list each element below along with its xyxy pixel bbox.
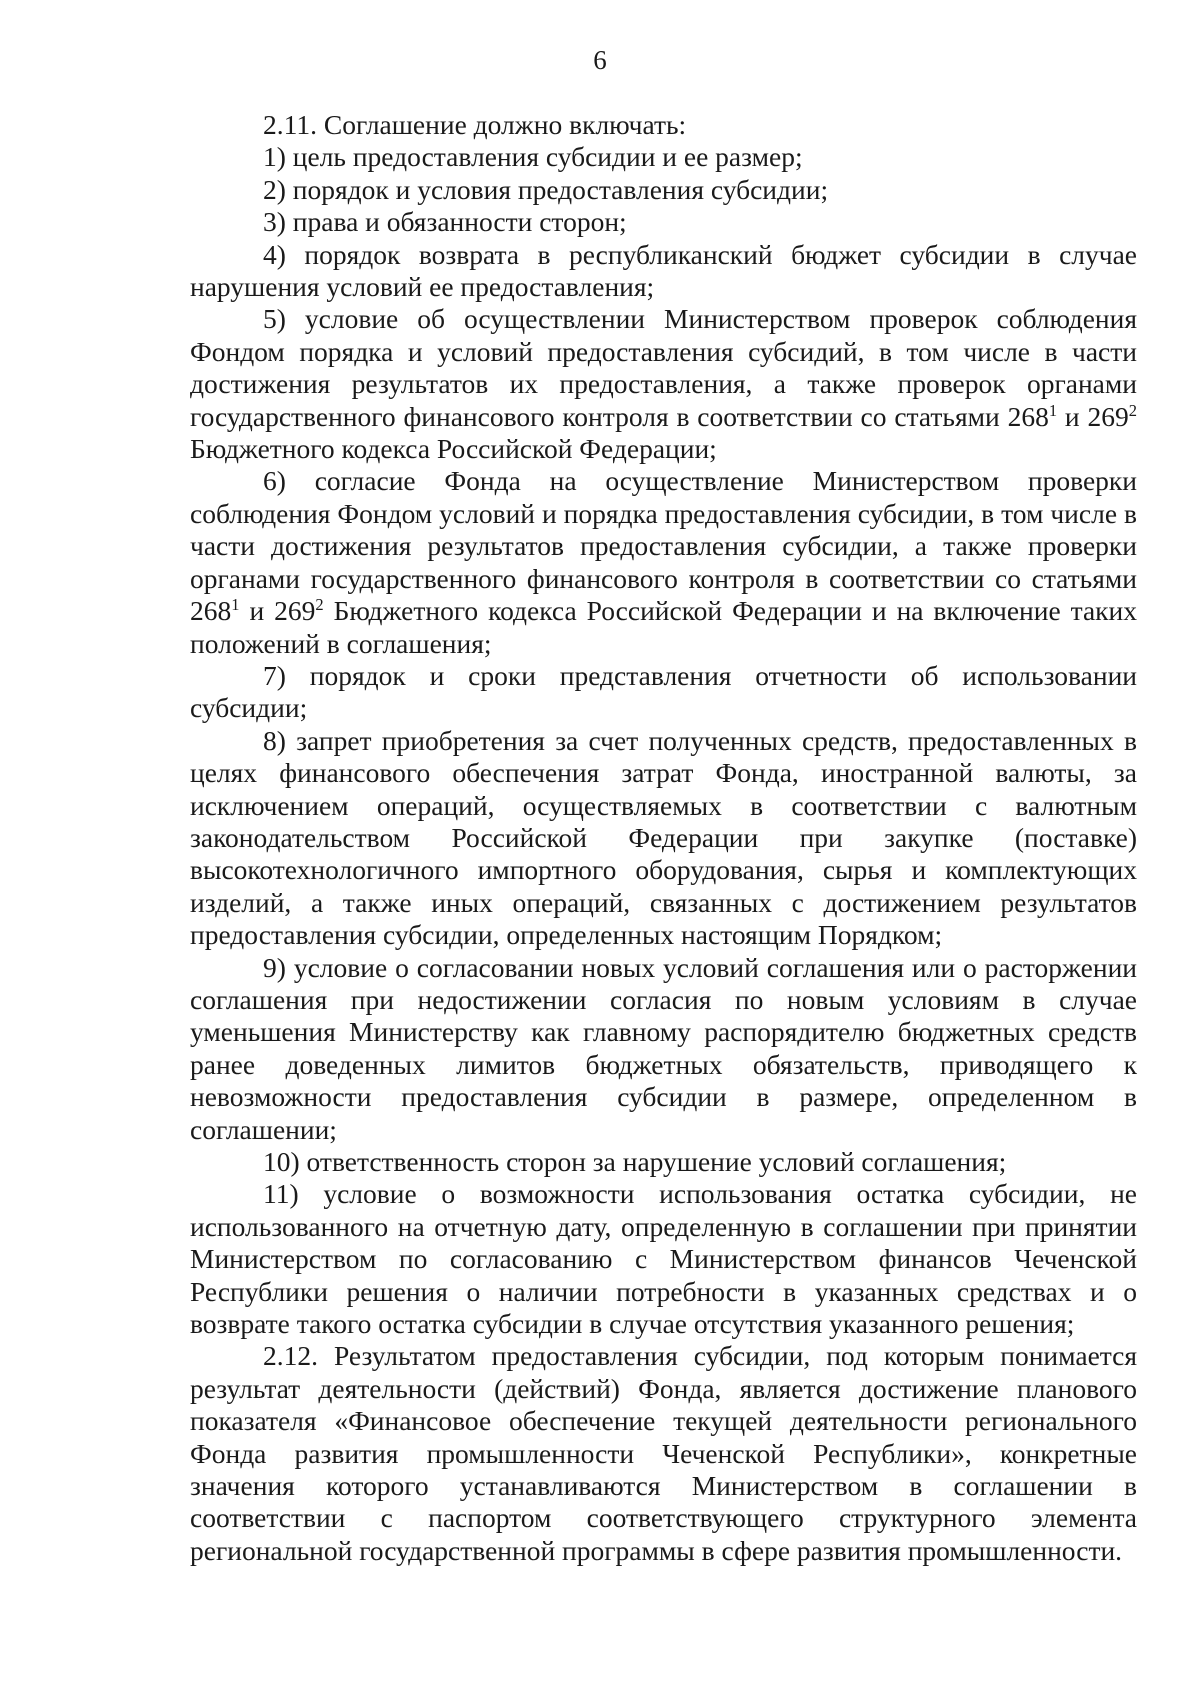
page-number: 6 <box>593 45 607 75</box>
list-item-8: 8) запрет приобретения за счет полученных средств, предоставленных в целях финансового обеспечения затрат Фонда, иностранной валюты, за исключением операций, осуществляемых в соответствии с валютным законодательством Российской Федерации при закупке (поставке) высокотехнологичного импортного оборудования, сырья и комплектующих изделий, а также иных операций, связанных с достижением результатов предоставления субсидии, определенных настоящим Порядком; <box>190 724 1137 951</box>
list-item-5 <box>190 303 1137 465</box>
list-item-3: 3) права и обязанности сторон; <box>263 206 627 238</box>
list-item-4: 4) порядок возврата в республиканский бюджет субсидии в случае нарушения условий ее предоставления; <box>190 238 1137 303</box>
paragraph-2-11-heading: 2.11. Соглашение должно включать: <box>263 109 687 140</box>
superscript-1: 1 <box>231 594 240 614</box>
list-item-11: 11) условие о возможности использования остатка субсидии, не использованного на отчетную дату, определенную в соглашении при принятии Министерством по согласованию с Министерством финансов Чеченской Республики решения о наличии потребности в указанных средствах и о возврате такого остатка субсидии в случае отсутствия указанного решения; <box>190 1178 1137 1340</box>
list-item-9: 9) условие о согласовании новых условий соглашения или о расторжении соглашения при недостижении согласия по новым условиям в случае уменьшения Министерству как главному распорядителю бюджетных средств ранее доведенных лимитов бюджетных обязательств, приводящего к невозможности предоставления субсидии в размере, определенном в соглашении; <box>190 951 1137 1145</box>
superscript-1: 1 <box>1048 400 1058 420</box>
list-item-6 <box>190 465 1137 659</box>
list-item-10: 10) ответственность сторон за нарушение условий соглашения; <box>263 1146 1007 1177</box>
list-item-6-text-c: Бюджетного кодекса Российской Федерации и на включение таких положений в соглашения; <box>190 595 1138 659</box>
list-item-1: 1) цель предоставления субсидии и ее размер; <box>263 141 803 173</box>
list-item-7: 7) порядок и сроки представления отчетности об использовании субсидии; <box>190 659 1137 724</box>
list-item-5-text-b: и 269 <box>1057 400 1129 432</box>
document-body <box>190 109 1137 1567</box>
list-item-6-text-a: 6) согласие Фонда на осуществление Министерством проверки соблюдения Фондом условий и порядка предоставления субсидии, в том числе в части достижения результатов предоставления субсидии, а также проверки органами государственного финансового контроля в соответствии со статьями 268 <box>190 465 1137 627</box>
list-item-5-text-a: 5) условие об осуществлении Министерством проверок соблюдения Фондом порядка и условий предоставления субсидий, в том числе в части достижения результатов их предоставления, а также проверок органами государственного финансового контроля в соответствии со статьями 268 <box>190 303 1137 432</box>
paragraph-2-12: 2.12. Результатом предоставления субсидии, под которым понимается результат деятельности (действий) Фонда, является достижение планового показателя «Финансовое обеспечение текущей деятельности регионального Фонда развития промышленности Чеченской Республики», конкретные значения которого устанавливаются Министерством в соглашении в соответствии с паспортом соответствующего структурного элемента региональной государственной программы в сфере развития промышленности. <box>190 1340 1137 1566</box>
superscript-2: 2 <box>1128 400 1137 420</box>
list-item-2: 2) порядок и условия предоставления субсидии; <box>263 173 829 205</box>
list-item-6-text-b: и 269 <box>239 595 316 627</box>
list-item-5-text-c: Бюджетного кодекса Российской Федерации; <box>190 433 717 465</box>
superscript-2: 2 <box>315 594 324 614</box>
